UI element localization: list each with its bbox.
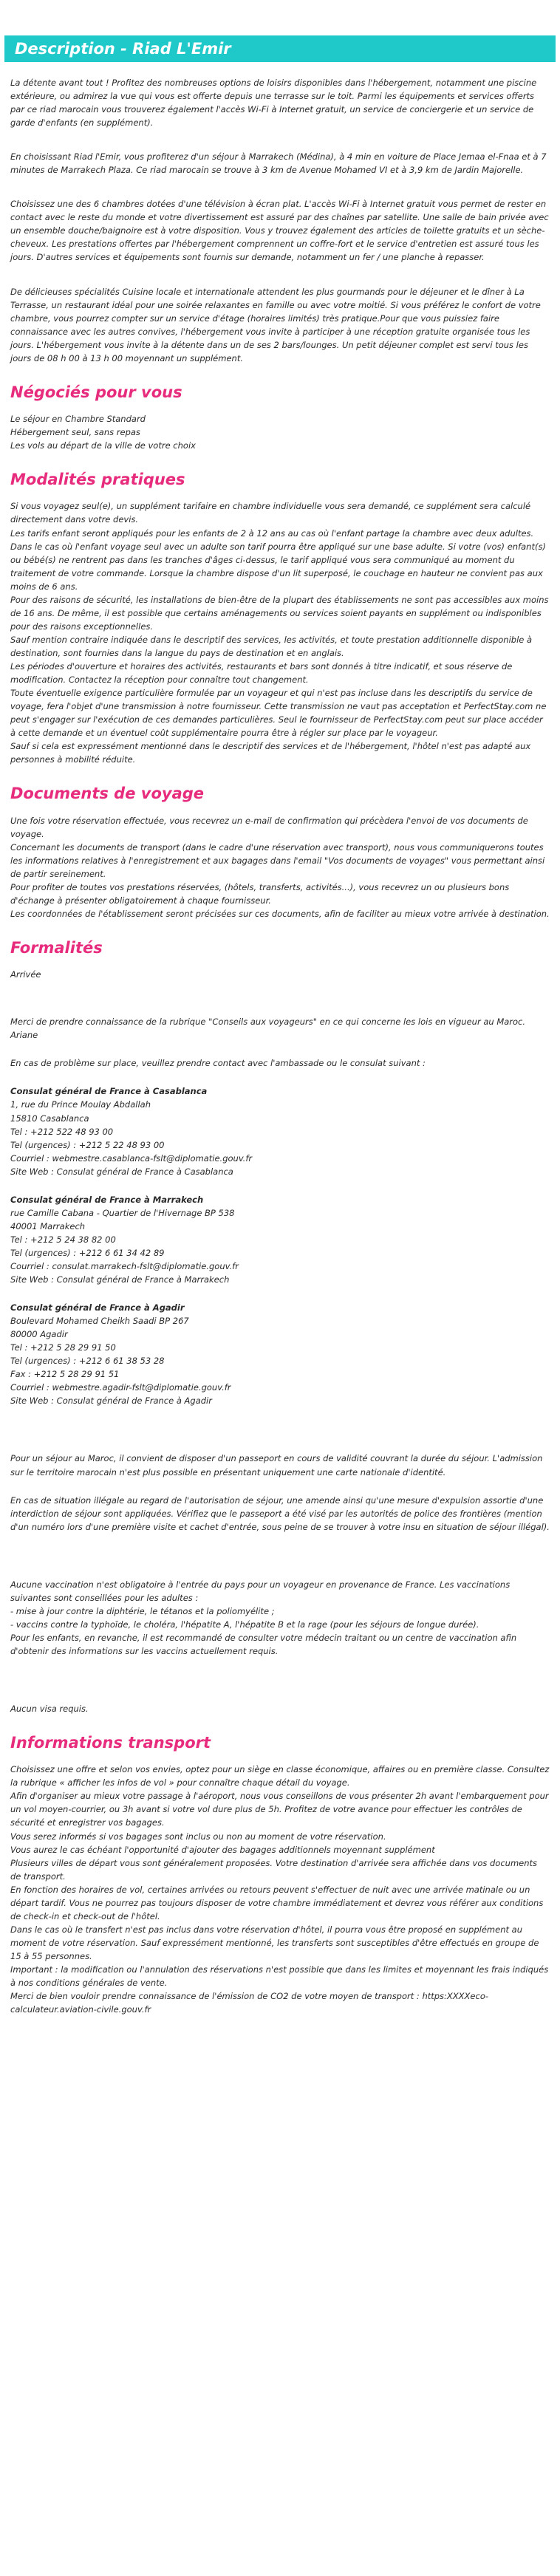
negocies-heading: Négociés pour vous [10, 383, 182, 401]
transport-heading: Informations transport [10, 1734, 211, 1752]
vaccination-text [10, 1578, 550, 1658]
modalites-text [10, 499, 550, 766]
consulate-line: Fax : +212 5 28 29 91 51 [10, 1369, 120, 1380]
consulate-line: Courriel : consulat.marrakech-fslt@diplomatie.gouv.fr [10, 1261, 239, 1271]
consulate-line: Site Web : Consulat général de France à Agadir [10, 1395, 212, 1407]
consulate-line: Tel (urgences) : +212 6 61 38 53 28 [10, 1356, 165, 1367]
negocies-item: Le séjour en Chambre Standard [10, 414, 146, 425]
transport-line: Afin d'organiser au mieux votre passage à l'aéroport, nous vous conseillons de vous présenter 2h avant l'embarquement pour un vol moyen-courrier, ou 3h avant si votre vol dure plus de 5h. Profitez de votre avance pour effectuer les contrôles de sécurité et enregistrer vos bagages. [10, 1791, 549, 1828]
consulate-line: rue Camille Cabana - Quartier de l'Hivernage BP 538 [10, 1207, 235, 1218]
contact-intro: En cas de problème sur place, veuillez prendre contact avec l'ambassade ou le consulat suivant : [10, 1058, 426, 1069]
consulate-line: Site Web : Consulat général de France à Casablanca [10, 1166, 233, 1177]
consulate-line: Tel : +212 5 24 38 82 00 [10, 1234, 116, 1245]
documents-line: Les coordonnées de l'établissement seront précisées sur ces documents, afin de faciliter au mieux votre arrivée à destination. [10, 908, 550, 919]
consulate-name: Consulat général de France à Marrakech [10, 1194, 204, 1205]
transport-text [10, 1763, 550, 2016]
vaccination-line: - mise à jour contre la diphtérie, le tétanos et la poliomyélite ; [10, 1605, 275, 1616]
consulate-line: Courriel : webmestre.agadir-fslt@diplomatie.gouv.fr [10, 1382, 231, 1393]
modalites-line: Les tarifs enfant seront appliqués pour les enfants de 2 à 12 ans au cas où l'enfant partage la chambre avec deux adultes. Dans le cas où l'enfant voyage seul avec un adulte son tarif pourra être appliqué sur une base adulte. Si votre (vos) enfant(s) ou bébé(s) ne rentrent pas dans les tranches d'âges ci-dessus, le tarif appliqué vous sera communiqué au moment du traitement de votre commande. Lorsque la chambre dispose d'un lit superposé, le couchage en hauteur ne convient pas aux moins de 6 ans. [10, 527, 546, 592]
description-paragraph: De délicieuses spécialités Cuisine locale et internationale attendent les plus gourmands pour le déjeuner et le dîner à La Terrasse, un restaurant idéal pour une soirée relaxantes en famille ou avec votre moitié. Si vous préférez le confort de votre chambre, vous pourrez compter sur un service d'étage (horaires limités) très pratique.Pour que vous puissiez faire connaissance avec les autres convives, l'hébergement vous invite à participer à une réception gratuite organisée tous les jours. L'hébergement vous invite à la détente dans un de ses 2 bars/lounges. Un petit déjeuner complet est servi tous les jours de 08 h 00 à 13 h 00 moyennant un supplément. [10, 286, 541, 363]
consulate-line: 40001 Marrakech [10, 1220, 86, 1231]
page-title: Description - Riad L'Emir [15, 40, 231, 58]
modalites-line: Toute éventuelle exigence particulière formulée par un voyageur et qui n'est pas incluse dans les descriptifs du service de voyage, fera l'objet d'une transmission à notre fournisseur. Cette transmission ne vaut pas acceptation et PerfectStay.com ne peut s'engager sur l'exécution de ces demandes particulières. Seul le fournisseur de PerfectStay.com peut sur place accéder à cette demande et un éventuel coût supplémentaire pourra être à régler sur place par le voyageur. [10, 688, 547, 739]
description-paragraph: La détente avant tout ! Profitez des nombreuses options de loisirs disponibles dans l'hébergement, notamment une piscine extérieure, ou admirez la vue qui vous est offerte depuis une terrasse sur le toit. Parmi les équipements et services offerts par ce riad marocain vous trouverez également l'accès Wi-Fi à Internet gratuit, un service de conciergerie et un service de garde d'enfants (en supplément). [10, 78, 537, 129]
consulate-casablanca [10, 1084, 550, 1178]
arrivee-label: Arrivée [10, 969, 41, 980]
negocies-item: Les vols au départ de la ville de votre choix [10, 440, 196, 451]
documents-line: Une fois votre réservation effectuée, vous recevrez un e-mail de confirmation qui précèdera l'envoi de vos documents de voyage. [10, 815, 528, 839]
transport-line: Choisissez une offre et selon vos envies, optez pour un siège en classe économique, affaires ou en première classe. Consultez la rubrique « afficher les infos de vol » pour connaître chaque détail du voyage. [10, 1764, 550, 1788]
consulate-agadir [10, 1301, 550, 1407]
consulate-line: 15810 Casablanca [10, 1113, 89, 1124]
consulate-line: Site Web : Consulat général de France à Marrakech [10, 1274, 230, 1285]
description-paragraph: En choisissant Riad l'Emir, vous profiterez d'un séjour à Marrakech (Médina), à 4 min en voiture de Place Jemaa el-Fnaa et à 7 minutes de Marrakech Plaza. Ce riad marocain se trouve à 3 km de Avenue Mohamed VI et à 3,9 km de Jardin Majorelle. [10, 151, 547, 176]
modalites-line: Pour des raisons de sécurité, les installations de bien-être de la plupart des établissements ne sont pas accessibles aux moins de 16 ans. De même, il est possible que certains aménagements ou services soient payants en supplément ou indisponibles pour des raisons exceptionnelles. [10, 594, 549, 632]
consulate-line: 80000 Agadir [10, 1329, 68, 1340]
documents-heading: Documents de voyage [10, 785, 205, 803]
vaccination-line: - vaccins contre la typhoïde, le choléra, l'hépatite A, l'hépatite B et la rage (pour les séjours de longue durée). [10, 1619, 479, 1630]
description-paragraph: Choisissez une des 6 chambres dotées d'une télévision à écran plat. L'accès Wi-Fi à Internet gratuit vous permet de rester en contact avec le reste du monde et votre divertissement est assuré par des chaînes par satellite. Une salle de bain privée avec un ensemble douche/baignoire est à votre disposition. Vous y trouvez également des articles de toilette gratuits et un sèche-cheveux. Les prestations offertes par l'hébergement comprennent un coffre-fort et le service d'entretien est assuré tous les jours. D'autres services et équipements sont fournis sur demande, notamment un fer / une planche à repasser. [10, 199, 549, 263]
irregular-stay-text: En cas de situation illégale au regard de l'autorisation de séjour, une amende ainsi qu'une mesure d'expulsion assortie d'une interdiction de séjour sont appliquées. Vérifiez que le passeport a été visé par les autorités de police des frontières (mention d'un numéro lors d'une première visite et cachet d'entrée, sous peine de se trouver à votre insu en situation de séjour illégal). [10, 1494, 550, 1532]
transport-line: Merci de bien vouloir prendre connaissance de l'émission de CO2 de votre moyen de transport : https:XXXXeco-calculateur.aviation-civile.gouv.fr [10, 1991, 489, 2015]
consulate-line: Tel : +212 5 28 29 91 50 [10, 1342, 116, 1353]
consulate-line: 1, rue du Prince Moulay Abdallah [10, 1099, 151, 1110]
consulate-line: Boulevard Mohamed Cheikh Saadi BP 267 [10, 1316, 189, 1327]
modalites-line: Sauf mention contraire indiquée dans le descriptif des services, les activités, et toute prestation additionnelle disponible à destination, sont fournies dans la langue du pays de destination et en anglais. [10, 634, 533, 658]
transport-line: Important : la modification ou l'annulation des réservations n'est possible que dans les limites et moyennant les frais indiqués à nos conditions générales de vente. [10, 1964, 549, 1989]
negocies-list [10, 412, 550, 452]
vaccination-line: Pour les enfants, en revanche, il est recommandé de consulter votre médecin traitant ou un centre de vaccination afin d'obtenir des informations sur les vaccins actuellement requis. [10, 1632, 517, 1656]
consulate-line: Tel (urgences) : +212 6 61 34 42 89 [10, 1247, 165, 1258]
page-title-banner [4, 35, 556, 62]
consulate-marrakech [10, 1193, 550, 1286]
consulate-line: Courriel : webmestre.casablanca-fslt@diplomatie.gouv.fr [10, 1152, 253, 1164]
visa-text: Aucun visa requis. [10, 1703, 89, 1714]
transport-line: Vous aurez le cas échéant l'opportunité d'ajouter des bagages additionnels moyennant supplément [10, 1844, 435, 1855]
transport-line: En fonction des horaires de vol, certaines arrivées ou retours peuvent s'effectuer de nuit avec une arrivée matinale ou un départ tardif. Vous ne pourrez pas toujours disposer de votre chambre immédiatement et devrez vous référer aux conditions de check-in et check-out de l'hôtel. [10, 1884, 544, 1921]
passport-text: Pour un séjour au Maroc, il convient de disposer d'un passeport en cours de validité couvrant la durée du séjour. L'admission sur le territoire marocain n'est plus possible en présentant uniquement une carte nationale d'identité. [10, 1453, 543, 1477]
modalites-heading: Modalités pratiques [10, 471, 185, 489]
consulate-name: Consulat général de France à Casablanca [10, 1086, 208, 1097]
modalites-line: Si vous voyagez seul(e), un supplément tarifaire en chambre individuelle vous sera demandé, ce supplément sera calculé directement dans votre devis. [10, 501, 531, 525]
consulate-name: Consulat général de France à Agadir [10, 1302, 185, 1313]
transport-line: Dans le cas où le transfert n'est pas inclus dans votre réservation d'hôtel, il pourra vous être proposé en supplément au moment de votre réservation. Sauf expressément mentionné, les transferts sont susceptibles d'être effectués en groupe de 15 à 55 personnes. [10, 1924, 539, 1961]
consulate-line: Tel : +212 522 48 93 00 [10, 1126, 114, 1137]
description-section [10, 76, 550, 365]
conseils-text: Merci de prendre connaissance de la rubrique "Conseils aux voyageurs" en ce qui concerne les lois en vigueur au Maroc. Ariane [10, 1017, 526, 1041]
formalites-section [10, 968, 550, 1715]
formalites-heading: Formalités [10, 939, 103, 957]
main-content [10, 76, 550, 2016]
negocies-item: Hébergement seul, sans repas [10, 427, 140, 438]
modalites-line: Sauf si cela est expressément mentionné dans le descriptif des services et de l'hébergement, l'hôtel n'est pas adapté aux personnes à mobilité réduite. [10, 741, 531, 765]
documents-line: Pour profiter de toutes vos prestations réservées, (hôtels, transferts, activités...), vous recevrez un ou plusieurs bons d'échange à présenter obligatoirement à chaque fournisseur. [10, 881, 510, 906]
consulate-line: Tel (urgences) : +212 5 22 48 93 00 [10, 1139, 165, 1150]
transport-line: Plusieurs villes de départ vous sont généralement proposées. Votre destination d'arrivée sera affichée dans vos documents de transport. [10, 1857, 538, 1882]
transport-line: Vous serez informés si vos bagages sont inclus ou non au moment de votre réservation. [10, 1831, 386, 1842]
modalites-line: Les périodes d'ouverture et horaires des activités, restaurants et bars sont donnés à titre indicatif, et sous réserve de modification. Contactez la réception pour connaître tout changement. [10, 661, 513, 686]
documents-text [10, 814, 550, 920]
vaccination-line: Aucune vaccination n'est obligatoire à l'entrée du pays pour un voyageur en provenance de France. Les vaccinations suivantes sont conseillées pour les adultes : [10, 1579, 511, 1603]
documents-line: Concernant les documents de transport (dans le cadre d'une réservation avec transport), nous vous communiquerons toutes les informations relatives à l'enregistrement et aux bagages dans l'email "Vos documents de voyages" vous permettant ainsi de partir sereinement. [10, 841, 545, 879]
